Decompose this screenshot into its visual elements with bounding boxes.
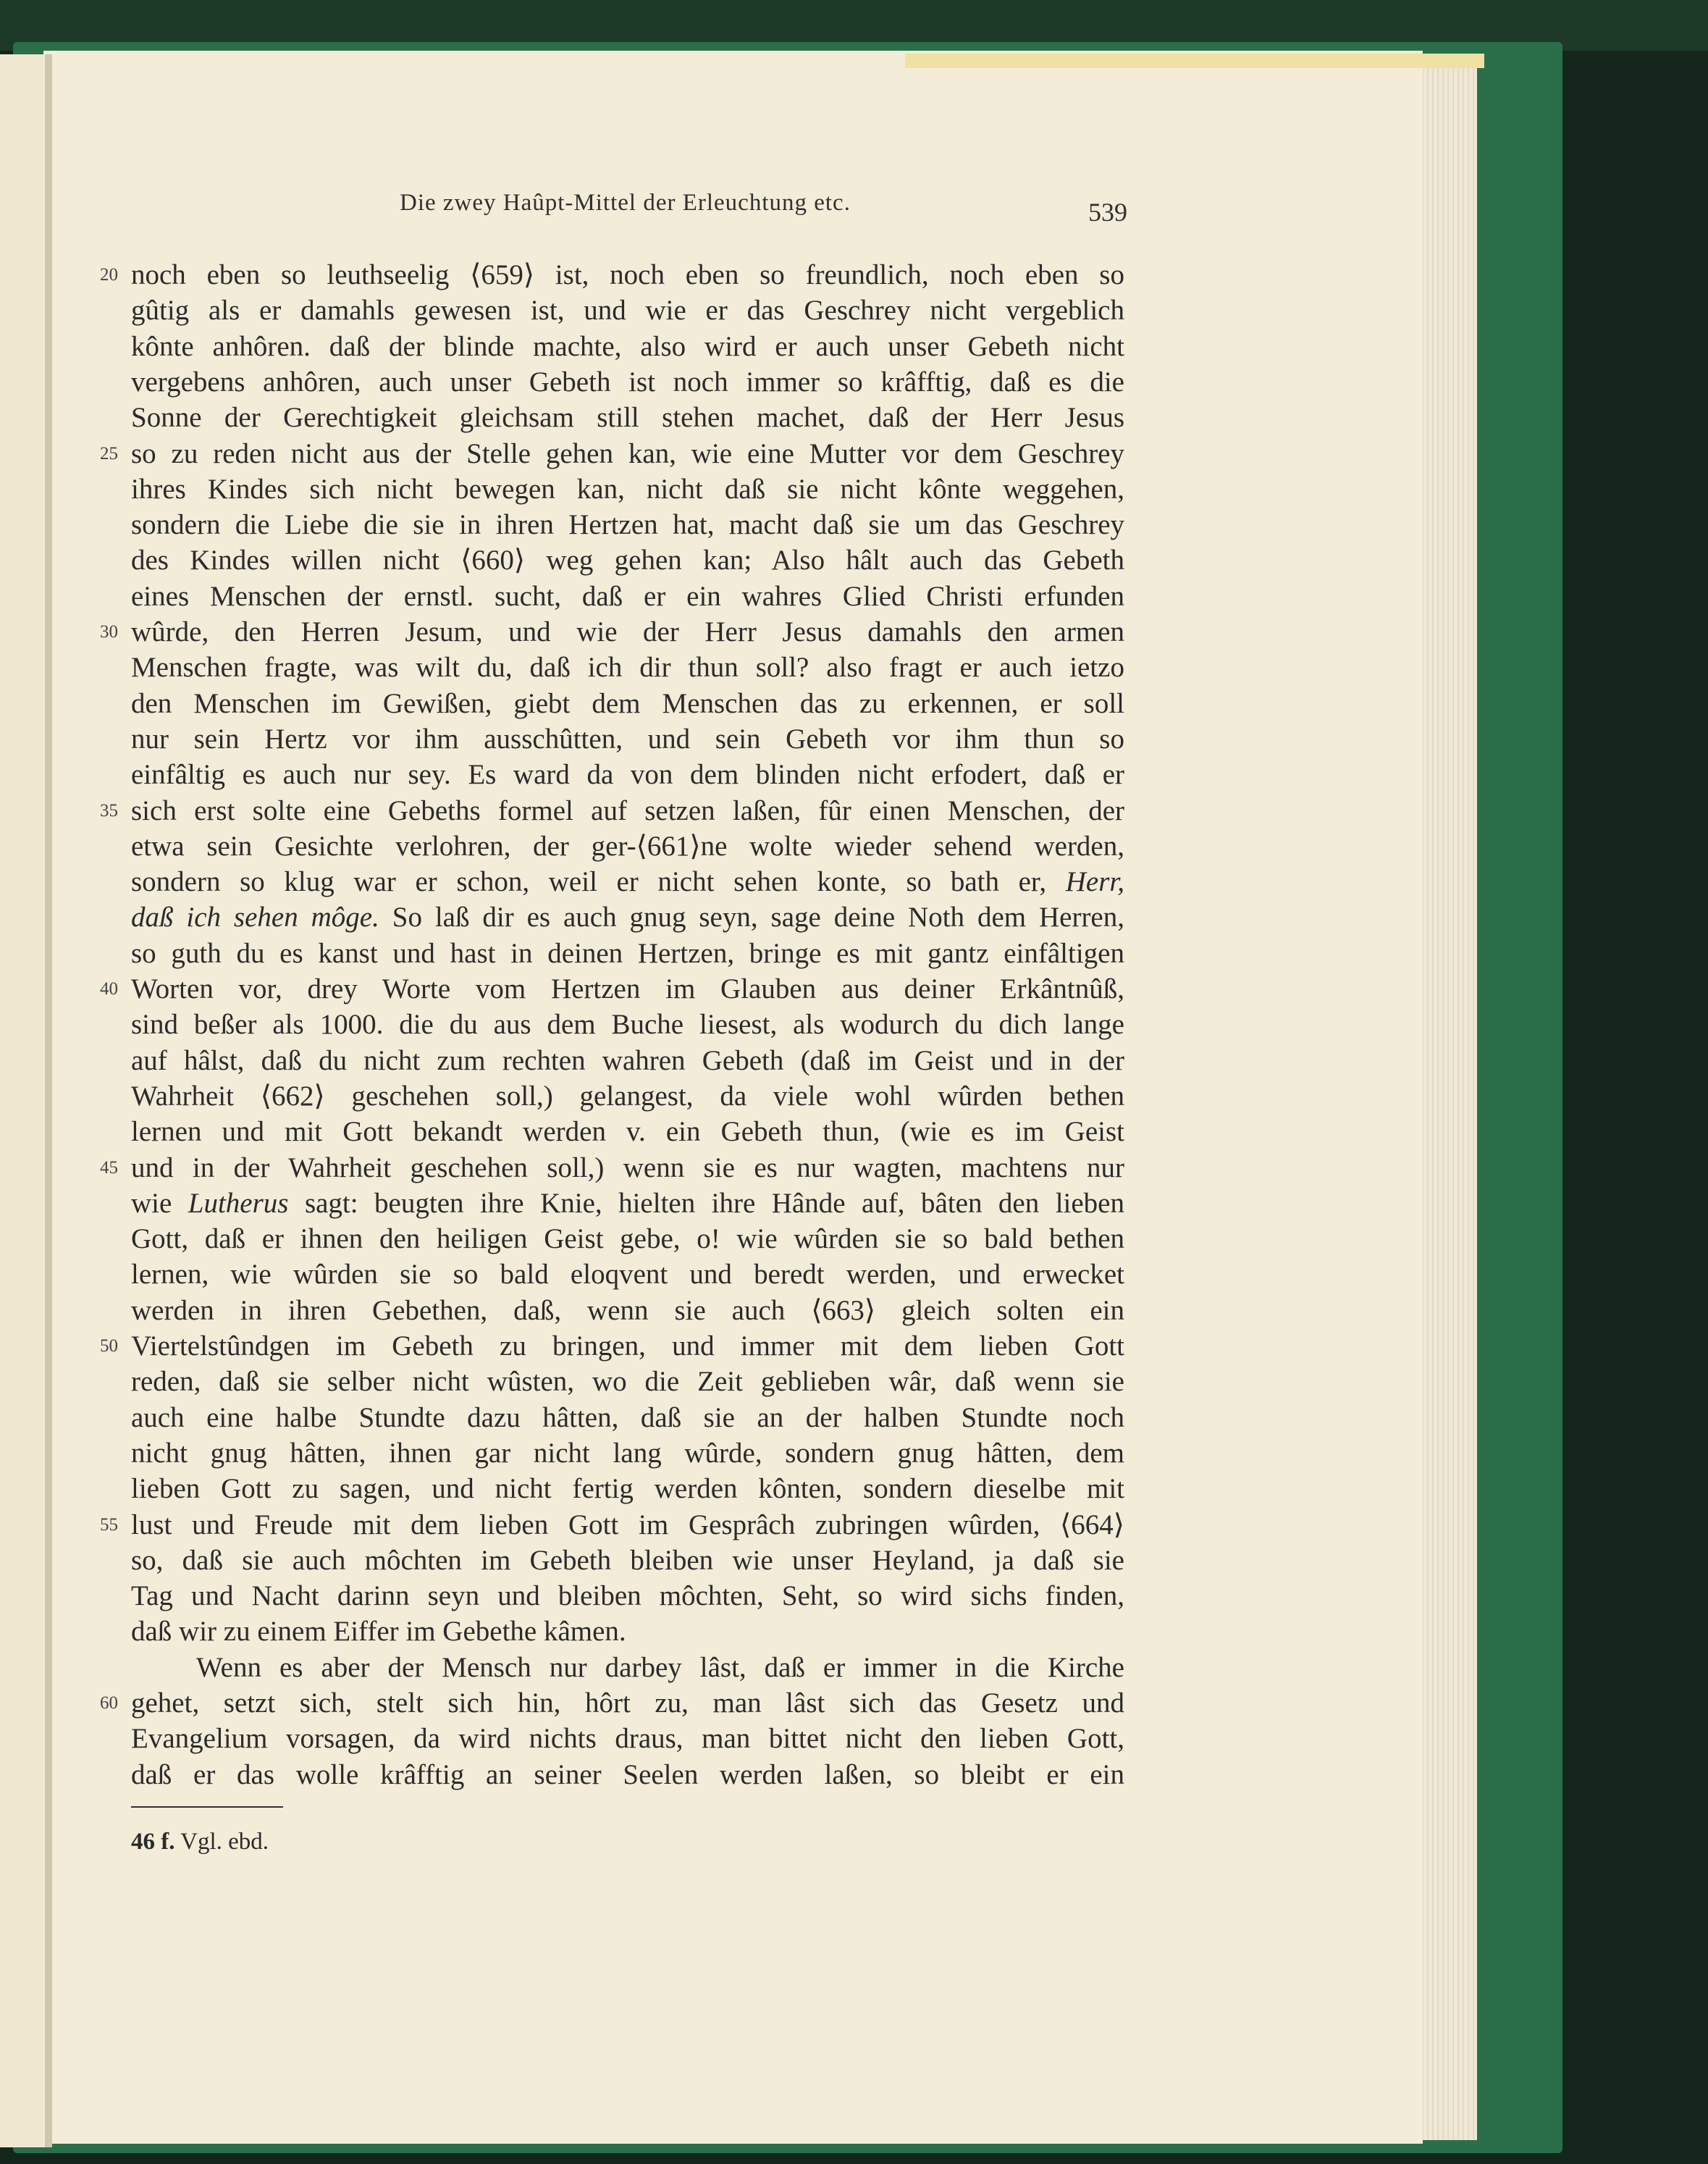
line-number: 30: [100, 622, 118, 642]
text-line: sich erst solte eine Gebeths formel auf setzen laßen, fûr einen Menschen, der: [131, 794, 1124, 826]
text-line: noch eben so leuthseelig ⟨659⟩ ist, noch eben so freundlich, noch eben so: [131, 259, 1124, 290]
text-line: lieben Gott zu sagen, und nicht fertig werden kônten, sondern dieselbe mit: [131, 1473, 1124, 1505]
text-line: Sonne der Gerechtigkeit gleichsam still stehen machet, daß der Herr Jesus: [131, 402, 1124, 434]
text-line: etwa sein Gesichte verlohren, der ger-⟨661⟩ne wolte wieder sehend werden,: [131, 830, 1124, 862]
text-line: sind beßer als 1000. die du aus dem Buche liesest, als wodurch du dich lange: [131, 1009, 1124, 1041]
text-line: Worten vor, drey Worte vom Hertzen im Glauben aus deiner Erkântnûß,: [131, 973, 1124, 1005]
line-number: 55: [100, 1514, 118, 1535]
text-line: ihres Kindes sich nicht bewegen kan, nicht daß sie nicht kônte weggehen,: [131, 473, 1124, 505]
page-header: [0, 190, 1708, 233]
text-line: sondern so klug war er schon, weil er nicht sehen konte, so bath er, Herr,: [131, 866, 1124, 898]
text-line: daß ich sehen môge. So laß dir es auch gnug seyn, sage deine Noth dem Herren,: [131, 902, 1124, 934]
text-line: Menschen fragte, was wilt du, daß ich dir thun soll? also fragt er auch ietzo: [131, 652, 1124, 684]
text-line: und in der Wahrheit geschehen soll,) wenn sie es nur wagten, machtens nur: [131, 1152, 1124, 1183]
running-title: Die zwey Haûpt-Mittel der Erleuchtung etc.: [400, 190, 851, 216]
text-line: Wenn es aber der Mensch nur darbey lâst, daß er immer in die Kirche: [196, 1651, 1124, 1683]
text-line: Gott, daß er ihnen den heiligen Geist gebe, o! wie wûrden sie so bald bethen: [131, 1223, 1124, 1255]
text-line: des Kindes willen nicht ⟨660⟩ weg gehen kan; Also hâlt auch das Gebeth: [131, 545, 1124, 576]
text-line: lernen und mit Gott bekandt werden v. ein Gebeth thun, (wie es im Geist: [131, 1116, 1124, 1148]
text-line: eines Menschen der ernstl. sucht, daß er ein wahres Glied Christi erfunden: [131, 580, 1124, 612]
line-number: 50: [100, 1336, 118, 1356]
text-line: so zu reden nicht aus der Stelle gehen kan, wie eine Mutter vor dem Geschrey: [131, 437, 1124, 469]
text-line: werden in ihren Gebethen, daß, wenn sie auch ⟨663⟩ gleich solten ein: [131, 1294, 1124, 1326]
text-line: den Menschen im Gewißen, giebt dem Menschen das zu erkennen, er soll: [131, 687, 1124, 719]
text-line: Wahrheit ⟨662⟩ geschehen soll,) gelangest, da viele wohl wûrden bethen: [131, 1080, 1124, 1112]
text-line: einfâltig es auch nur sey. Es ward da von dem blinden nicht erfodert, daß er: [131, 759, 1124, 791]
bookmark-ribbon: [905, 54, 1484, 68]
text-line: nur sein Hertz vor ihm ausschûtten, und sein Gebeth vor ihm thun so: [131, 723, 1124, 755]
line-number: 25: [100, 443, 118, 464]
page-block-edges: [1419, 62, 1477, 2140]
text-line: lernen, wie wûrden sie so bald eloqvent und beredt werden, und erwecket: [131, 1259, 1124, 1291]
text-line: lust und Freude mit dem lieben Gott im Gesprâch zubringen wûrden, ⟨664⟩: [131, 1509, 1124, 1540]
text-line: Viertelstûndgen im Gebeth zu bringen, und immer mit dem lieben Gott: [131, 1330, 1124, 1362]
text-line: daß wir zu einem Eiffer im Gebethe kâmen.: [131, 1616, 626, 1648]
text-line: kônte anhôren. daß der blinde machte, also wird er auch unser Gebeth nicht: [131, 330, 1124, 362]
page-gutter: [45, 54, 52, 2147]
text-line: nicht gnug hâtten, ihnen gar nicht lang wûrde, sondern gnug hâtten, dem: [131, 1437, 1124, 1469]
text-line: sondern die Liebe die sie in ihren Hertzen hat, macht daß sie um das Geschrey: [131, 509, 1124, 541]
footnote: [131, 1829, 269, 1855]
text-line: wûrde, den Herren Jesum, und wie der Herr Jesus damahls den armen: [131, 616, 1124, 647]
text-line: gûtig als er damahls gewesen ist, und wie er das Geschrey nicht vergeblich: [131, 295, 1124, 327]
footnote-ref: 46 f.: [131, 1829, 175, 1855]
text-line: daß er das wolle krâfftig an seiner Seelen werden laßen, so bleibt er ein: [131, 1758, 1124, 1790]
footnote-text: Vgl. ebd.: [180, 1829, 269, 1855]
footnote-rule: [131, 1806, 283, 1808]
text-line: Tag und Nacht darinn seyn und bleiben môchten, Seht, so wird sichs finden,: [131, 1580, 1124, 1612]
left-page-edge: [0, 54, 45, 2147]
text-line: so guth du es kanst und hast in deinen Hertzen, bringe es mit gantz einfâltigen: [131, 937, 1124, 969]
text-line: auf hâlst, daß du nicht zum rechten wahren Gebeth (daß im Geist und in der: [131, 1044, 1124, 1076]
text-line: Evangelium vorsagen, da wird nichts draus, man bittet nicht den lieben Gott,: [131, 1723, 1124, 1755]
text-line: auch eine halbe Stundte dazu hâtten, daß sie an der halben Stundte noch: [131, 1401, 1124, 1433]
text-line: wie Lutherus sagt: beugten ihre Knie, hielten ihre Hânde auf, bâten den lieben: [131, 1187, 1124, 1219]
line-number: 45: [100, 1157, 118, 1178]
text-line: so, daß sie auch môchten im Gebeth bleiben wie unser Heyland, ja daß sie: [131, 1544, 1124, 1576]
text-line: reden, daß sie selber nicht wûsten, wo die Zeit geblieben wâr, daß wenn sie: [131, 1366, 1124, 1398]
line-number: 60: [100, 1693, 118, 1713]
page-number: 539: [1088, 198, 1127, 227]
text-line: gehet, setzt sich, stelt sich hin, hôrt zu, man lâst sich das Gesetz und: [131, 1687, 1124, 1719]
line-number: 20: [100, 265, 118, 285]
line-number: 40: [100, 979, 118, 999]
text-line: vergebens anhôren, auch unser Gebeth ist noch immer so krâfftig, daß es die: [131, 366, 1124, 398]
line-number: 35: [100, 800, 118, 821]
